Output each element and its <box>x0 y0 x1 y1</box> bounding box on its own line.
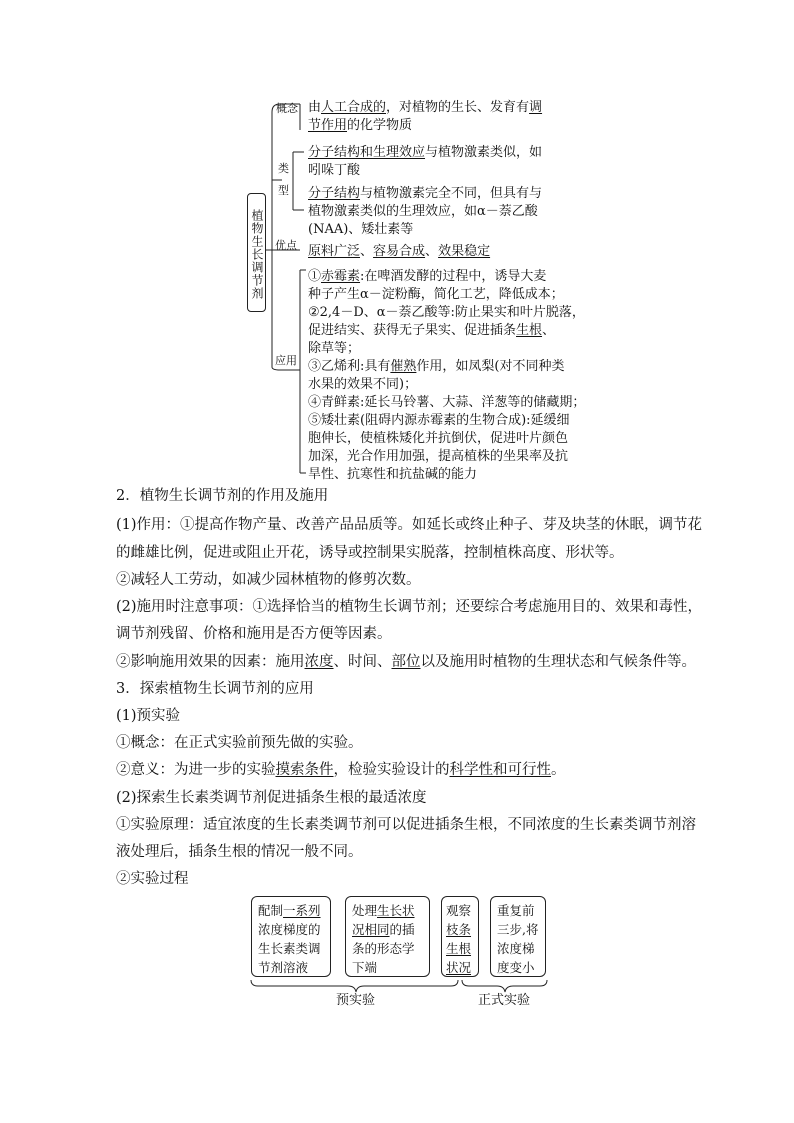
advantage-line: 原料广泛、容易合成、效果稳定 <box>308 244 491 259</box>
paragraph: (1)预实验 <box>116 708 181 724</box>
brace-label-pre-experiment: 预实验 <box>336 993 376 1008</box>
type2-line1: 分子结构与植物激素完全不同，但具有与 <box>308 186 543 201</box>
app-line11: 加深，光合作用加强，提高植株的坐果率及抗 <box>308 449 569 464</box>
process-box-2: 处理生长状 况相同的插 条的形态学 下端 <box>345 896 430 977</box>
label-concept: 概念 <box>276 102 298 115</box>
app-line1: ①赤霉素:在啤酒发酵的过程中，诱导大麦 <box>308 269 547 284</box>
paragraph: ②影响施用效果的因素：施用浓度、时间、部位以及施用时植物的生理状态和气候条件等。 <box>116 654 696 670</box>
app-line5: 除草等； <box>308 341 361 356</box>
heading-3: 3．探索植物生长调节剂的应用 <box>116 681 314 697</box>
label-type-a: 类 <box>278 162 289 175</box>
app-line8: ④青鲜素:延长马铃薯、大蒜、洋葱等的储藏期； <box>308 395 586 410</box>
label-type-b: 型 <box>278 184 289 197</box>
label-advantage: 优点 <box>275 239 297 252</box>
label-application: 应用 <box>275 354 297 367</box>
paragraph: ②实验过程 <box>116 871 189 887</box>
paragraph: (2)施用时注意事项：①选择恰当的植物生长调节剂；还要综合考虑施用目的、效果和毒性， <box>116 599 703 615</box>
concept-line2: 节作用的化学物质 <box>308 118 413 133</box>
paragraph: (1)作用：①提高作物产量、改善产品品质等。如延长或终止种子、芽及块茎的休眠，调节花 <box>116 517 703 533</box>
type2-line3: (NAA)、矮壮素等 <box>308 222 414 237</box>
paragraph: ②意义：为进一步的实验摸索条件，检验实验设计的科学性和可行性。 <box>116 762 566 778</box>
app-line10: 胞伸长，使植株矮化并抗倒伏，促进叶片颜色 <box>308 431 569 446</box>
app-line3: ②2,4－D、α－萘乙酸等:防止果实和叶片脱落， <box>308 305 585 320</box>
process-box-4: 重复前 三步,将 浓度梯 度变小 <box>490 896 546 977</box>
heading-2: 2．植物生长调节剂的作用及施用 <box>116 488 329 504</box>
paragraph: ②减轻人工劳动，如减少园林植物的修剪次数。 <box>116 572 421 588</box>
paragraph: ①概念：在正式实验前预先做的实验。 <box>116 735 363 751</box>
type2-line2: 植物激素类似的生理效应，如α－萘乙酸 <box>308 204 538 219</box>
process-box-1: 配制一系列 浓度梯度的 生长素类调 节剂溶液 <box>251 896 331 977</box>
paragraph: 调节剂残留、价格和施用是否方便等因素。 <box>116 626 392 642</box>
app-line9: ⑤矮壮素(阻碍内源赤霉素的生物合成):延缓细 <box>308 413 570 428</box>
paragraph: 液处理后，插条生根的情况一般不同。 <box>116 844 363 860</box>
concept-line1: 由人工合成的，对植物的生长、发育有调 <box>308 100 543 115</box>
type1-line2: 吲哚丁酸 <box>308 163 361 178</box>
app-line12: 旱性、抗寒性和抗盐碱的能力 <box>308 467 478 482</box>
paragraph: 的雌雄比例，促进或阻止开花，诱导或控制果实脱落，控制植株高度、形状等。 <box>116 545 624 561</box>
process-box-3: 观察 枝条 生根 状况 <box>441 896 479 977</box>
type1-line1: 分子结构和生理效应与植物激素类似，如 <box>308 145 543 160</box>
app-line2: 种子产生α－淀粉酶，简化工艺，降低成本； <box>308 287 564 302</box>
paragraph: ①实验原理：适宜浓度的生长素类调节剂可以促进插条生根，不同浓度的生长素类调节剂溶 <box>116 817 696 833</box>
paragraph: (2)探索生长素类调节剂促进插条生根的最适浓度 <box>116 790 427 806</box>
tree-root-box: 植物生长调节剂 <box>247 193 266 312</box>
brace-label-formal-experiment: 正式实验 <box>478 993 531 1008</box>
app-line6: ③乙烯利:具有催熟作用，如凤梨(对不同种类 <box>308 359 565 374</box>
app-line7: 水果的效果不同)； <box>308 377 418 392</box>
app-line4: 促进结实、获得无子果实、促进插条生根、 <box>308 323 556 338</box>
